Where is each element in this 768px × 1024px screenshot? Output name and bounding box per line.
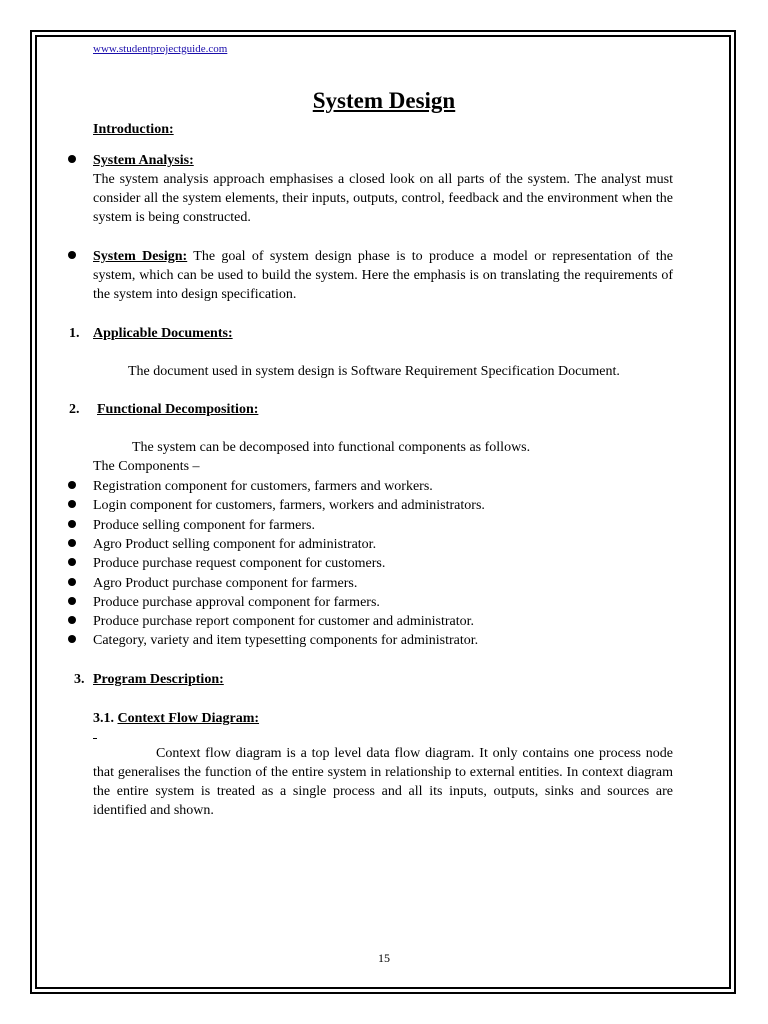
- bullet-icon: [68, 635, 76, 643]
- list-item: Agro Product selling component for administrator.: [93, 537, 377, 552]
- bullet-icon: [68, 616, 76, 624]
- header-link[interactable]: www.studentprojectguide.com: [93, 43, 228, 55]
- dash-mark: [93, 738, 97, 739]
- intro-heading: Introduction:: [93, 122, 174, 137]
- system-analysis-heading: System Analysis:: [93, 153, 194, 168]
- section3-heading: Program Description:: [93, 672, 224, 687]
- section3-text: Context flow diagram is a top level data flow diagram. It only contains one process node that generalises the function of the entire system in relationship to external entities. In context diagram the entire system is treated as a single process and all its inputs, outputs, sinks and sources are identified and shown.: [93, 746, 673, 818]
- list-item: Produce purchase request component for customers.: [93, 556, 386, 571]
- section2-heading: Functional Decomposition:: [97, 402, 259, 417]
- bullet-icon: [68, 520, 76, 528]
- section1-number: 1.: [69, 326, 80, 341]
- page-title: System Design: [312, 88, 456, 113]
- list-item: Produce purchase approval component for farmers.: [93, 595, 380, 610]
- section1-heading: Applicable Documents:: [93, 326, 233, 341]
- list-item: Agro Product purchase component for farmers.: [93, 576, 358, 591]
- list-item: Login component for customers, farmers, workers and administrators.: [93, 498, 485, 513]
- bullet-icon: [68, 558, 76, 566]
- bullet-icon: [68, 539, 76, 547]
- section3-sub-heading: Context Flow Diagram:: [117, 711, 260, 726]
- system-design-paragraph: [93, 247, 673, 304]
- bullet-icon: [68, 251, 76, 259]
- bullet-icon: [68, 500, 76, 508]
- page-number: 15: [378, 951, 390, 965]
- section1-text: The document used in system design is Software Requirement Specification Document.: [128, 364, 620, 379]
- section3-number: 3.: [74, 672, 85, 687]
- bullet-icon: [68, 481, 76, 489]
- bullet-icon: [68, 155, 76, 163]
- section3-sub: [93, 709, 259, 728]
- system-design-text: The goal of system design phase is to produce a model or representation of the system, which can be used to build the system. Here the emphasis is on translating the requirements of the system into design specification.: [93, 249, 673, 302]
- bullet-icon: [68, 597, 76, 605]
- list-item: Produce selling component for farmers.: [93, 518, 315, 533]
- list-item: Category, variety and item typesetting components for administrator.: [93, 633, 479, 648]
- components-label: The Components –: [93, 459, 200, 474]
- list-item: Produce purchase report component for customer and administrator.: [93, 614, 474, 629]
- system-analysis-text: The system analysis approach emphasises a closed look on all parts of the system. The analyst must consider all the system elements, their inputs, outputs, control, feedback and the environment when the system is being constructed.: [93, 172, 673, 225]
- section2-text: The system can be decomposed into functional components as follows.: [132, 440, 531, 455]
- section2-number: 2.: [69, 402, 80, 417]
- section3-sub-number: 3.1.: [93, 711, 114, 726]
- bullet-icon: [68, 578, 76, 586]
- system-design-heading: System Design:: [93, 249, 188, 264]
- list-item: Registration component for customers, farmers and workers.: [93, 479, 433, 494]
